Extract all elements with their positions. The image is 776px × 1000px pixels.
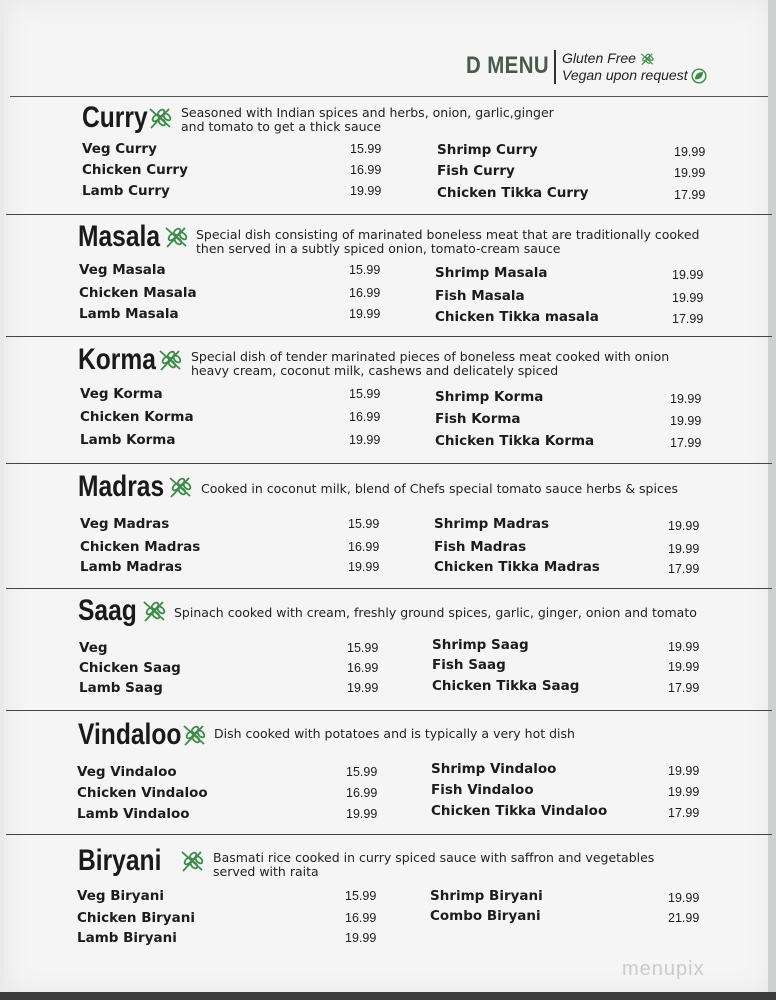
section-title-saag: Saag [78, 594, 137, 627]
menu-item-name: Fish Masala [435, 288, 525, 304]
menu-item-name: Combo Biryani [430, 908, 541, 924]
menu-item-price: 19.99 [668, 660, 700, 674]
section-divider [6, 834, 772, 835]
menu-item-name: Chicken Curry [82, 162, 188, 178]
legend-vegan-label: Vegan upon request [562, 67, 688, 83]
menu-item-price: 16.99 [347, 661, 379, 675]
menu-item-name: Lamb Biryani [77, 930, 177, 946]
menu-item-name: Chicken Tikka Korma [435, 433, 595, 449]
menu-item-price: 15.99 [346, 765, 378, 779]
section-title-biryani: Biryani [78, 844, 162, 877]
menu-item-price: 17.99 [672, 312, 704, 326]
menu-item-name: Chicken Vindaloo [77, 785, 208, 801]
menu-item-price: 17.99 [670, 436, 702, 450]
menu-item-price: 16.99 [349, 410, 381, 424]
menu-item-price: 19.99 [345, 931, 377, 945]
section-divider [6, 336, 772, 337]
menu-item-name: Shrimp Saag [432, 637, 529, 653]
menu-item-name: Chicken Tikka Curry [437, 185, 589, 201]
section-divider [6, 588, 772, 589]
menu-item-name: Shrimp Curry [437, 142, 538, 158]
menu-item-price: 16.99 [349, 286, 381, 300]
menu-item-price: 19.99 [670, 392, 702, 406]
menu-item-price: 19.99 [668, 785, 700, 799]
menu-item-price: 19.99 [672, 291, 704, 305]
section-title-vindaloo: Vindaloo [78, 718, 182, 751]
menu-item-price: 19.99 [668, 542, 700, 556]
menu-item-name: Lamb Madras [80, 559, 183, 575]
menu-item-price: 17.99 [668, 681, 700, 695]
menu-item-name: Fish Korma [435, 411, 521, 427]
menu-item-price: 17.99 [674, 188, 706, 202]
menu-item-name: Shrimp Korma [435, 389, 544, 405]
menu-item-price: 15.99 [347, 641, 379, 655]
wheat-crossed-icon [639, 52, 655, 66]
section-description-madras: Cooked in coconut milk, blend of Chefs special tomato sauce herbs & spices [201, 481, 679, 496]
gluten-free-icon [157, 348, 183, 372]
menu-item-name: Shrimp Masala [435, 265, 548, 281]
section-description-biryani: served with raita [213, 864, 319, 879]
menu-item-name: Veg Biryani [77, 888, 164, 904]
menu-item-name: Veg Masala [79, 262, 166, 278]
legend-gluten-free [562, 50, 707, 67]
leaf-icon [691, 68, 707, 84]
page-edge-bottom [0, 992, 776, 1000]
menu-item-name: Shrimp Vindaloo [431, 761, 557, 777]
section-description-korma: Special dish of tender marinated pieces of boneless meat cooked with onion [191, 349, 670, 364]
menu-item-price: 15.99 [349, 387, 381, 401]
section-divider [6, 214, 772, 215]
legend-gluten-free-label: Gluten Free [562, 50, 636, 66]
menu-item-price: 19.99 [670, 414, 702, 428]
menu-item-price: 15.99 [345, 889, 377, 903]
menu-item-price: 21.99 [668, 911, 700, 925]
menu-item-name: Veg Madras [80, 516, 170, 532]
menu-item-price: 16.99 [350, 163, 382, 177]
menu-item-name: Lamb Saag [79, 680, 163, 696]
section-title-madras: Madras [78, 470, 165, 503]
menu-item-price: 19.99 [349, 307, 381, 321]
menu-item-name: Chicken Tikka masala [435, 309, 599, 325]
menu-item-price: 19.99 [668, 519, 700, 533]
menu-item-name: Fish Saag [432, 657, 506, 673]
menu-item-price: 19.99 [348, 560, 380, 574]
menu-header-label: D MENU [466, 52, 550, 79]
menu-item-price: 16.99 [345, 911, 377, 925]
page-edge-right [768, 0, 776, 1000]
section-title-korma: Korma [78, 343, 156, 376]
legend-vegan [562, 67, 707, 84]
gluten-free-icon [147, 106, 173, 130]
menu-item-name: Chicken Madras [80, 539, 201, 555]
menu-item-name: Chicken Saag [79, 660, 181, 676]
menu-item-name: Chicken Tikka Saag [432, 678, 580, 694]
menu-item-price: 19.99 [349, 433, 381, 447]
header-divider [10, 96, 768, 97]
section-title-curry: Curry [82, 101, 148, 134]
menu-item-name: Veg Vindaloo [77, 764, 177, 780]
section-description-saag: Spinach cooked with cream, freshly ground spices, garlic, ginger, onion and tomato [174, 605, 697, 620]
menu-item-price: 19.99 [672, 268, 704, 282]
section-description-curry: and tomato to get a thick sauce [181, 119, 382, 134]
menu-item-price: 17.99 [668, 806, 700, 820]
menu-item-price: 16.99 [346, 786, 378, 800]
menu-item-name: Chicken Tikka Vindaloo [431, 803, 608, 819]
section-divider [6, 463, 772, 464]
menu-item-price: 15.99 [348, 517, 380, 531]
gluten-free-icon [141, 599, 167, 623]
menu-item-name: Chicken Masala [79, 285, 197, 301]
menu-item-price: 19.99 [668, 891, 700, 905]
menu-item-name: Chicken Tikka Madras [434, 559, 600, 575]
menu-item-price: 19.99 [346, 807, 378, 821]
menu-item-price: 19.99 [668, 640, 700, 654]
section-title-masala: Masala [78, 220, 161, 253]
menu-item-price: 19.99 [347, 681, 379, 695]
menu-item-name: Fish Curry [437, 163, 515, 179]
menu-item-name: Veg Korma [80, 386, 163, 402]
menu-item-price: 19.99 [350, 184, 382, 198]
menu-item-name: Fish Vindaloo [431, 782, 534, 798]
section-description-biryani: Basmati rice cooked in curry spiced sauce with saffron and vegetables [213, 850, 655, 865]
gluten-free-icon [167, 475, 193, 499]
menu-item-name: Shrimp Madras [434, 516, 550, 532]
section-description-curry: Seasoned with Indian spices and herbs, onion, garlic,ginger [181, 105, 554, 120]
menu-item-name: Lamb Korma [80, 432, 176, 448]
section-description-korma: heavy cream, coconut milk, cashews and delicately spiced [191, 363, 559, 378]
menu-item-price: 16.99 [348, 540, 380, 554]
menu-item-name: Veg [79, 640, 108, 656]
section-description-vindaloo: Dish cooked with potatoes and is typically a very hot dish [214, 726, 575, 741]
gluten-free-icon [163, 225, 189, 249]
menu-item-price: 19.99 [674, 166, 706, 180]
menu-item-price: 15.99 [349, 263, 381, 277]
menu-item-name: Lamb Curry [82, 183, 170, 199]
section-description-masala: then served in a subtly spiced onion, tomato-cream sauce [196, 241, 561, 256]
dietary-legend [562, 50, 707, 84]
menu-item-name: Veg Curry [82, 141, 157, 157]
menu-item-name: Lamb Masala [79, 306, 179, 322]
menu-item-price: 15.99 [350, 142, 382, 156]
menu-item-price: 19.99 [674, 145, 706, 159]
gluten-free-icon [181, 723, 207, 747]
menu-item-name: Shrimp Biryani [430, 888, 543, 904]
menu-item-name: Chicken Korma [80, 409, 194, 425]
section-description-masala: Special dish consisting of marinated boneless meat that are traditionally cooked [196, 227, 700, 242]
menu-item-name: Lamb Vindaloo [77, 806, 190, 822]
menu-item-name: Chicken Biryani [77, 910, 195, 926]
menu-item-price: 17.99 [668, 562, 700, 576]
menu-item-name: Fish Madras [434, 539, 527, 555]
gluten-free-icon [179, 849, 205, 873]
section-divider [6, 710, 772, 711]
header-separator [554, 50, 556, 84]
menu-item-price: 19.99 [668, 764, 700, 778]
watermark: menupix [622, 958, 705, 980]
